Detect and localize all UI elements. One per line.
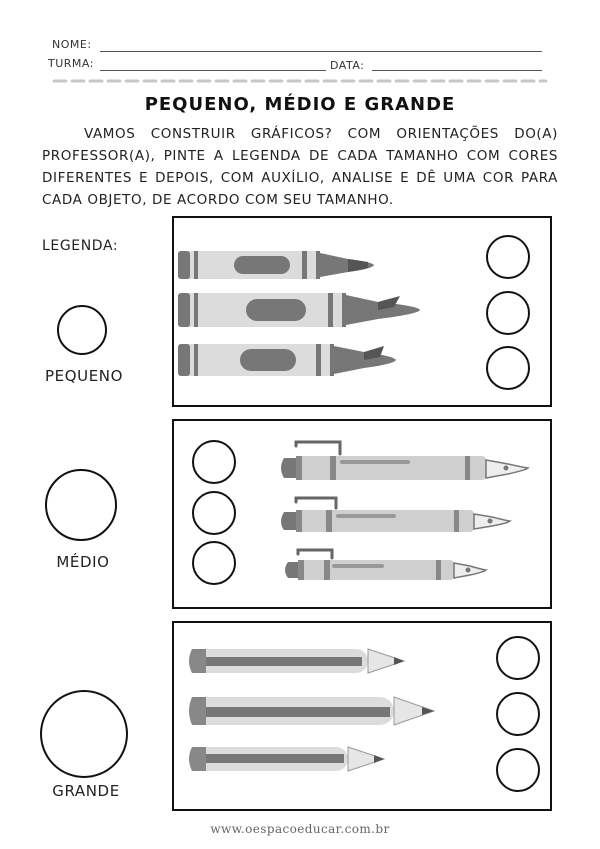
- crayon-icon: [172, 216, 452, 386]
- crayon-large-answer-circle[interactable]: [486, 291, 530, 335]
- name-label: NOME:: [52, 38, 92, 51]
- legend-title: LEGENDA:: [42, 238, 119, 254]
- class-label: TURMA:: [48, 57, 94, 70]
- fountain-pen-icon: [270, 438, 550, 598]
- crayon-medium-answer-circle[interactable]: [486, 346, 530, 390]
- footer-website: www.oespacoeducar.com.br: [210, 822, 390, 836]
- page-title: PEQUENO, MÉDIO E GRANDE: [144, 94, 456, 115]
- crayon-small-answer-circle[interactable]: [486, 235, 530, 279]
- pencil-small-answer-circle[interactable]: [496, 748, 540, 792]
- legend-large-label: GRANDE: [52, 782, 120, 800]
- class-line[interactable]: [100, 70, 326, 71]
- dashed-divider: [0, 76, 600, 86]
- pen-large-answer-circle[interactable]: [192, 440, 236, 484]
- name-line[interactable]: [100, 51, 542, 52]
- pencil-icon: [172, 621, 452, 791]
- legend-medium-circle[interactable]: [45, 469, 117, 541]
- date-line[interactable]: [372, 70, 542, 71]
- legend-medium-label: MÉDIO: [56, 553, 110, 571]
- date-label: DATA:: [330, 59, 365, 72]
- pencil-large-answer-circle[interactable]: [496, 692, 540, 736]
- instructions-text: VAMOS CONSTRUIR GRÁFICOS? COM ORIENTAÇÕES DO(A) PROFESSOR(A), PINTE A LEGENDA DE CADA TAMANHO COM CORES DIFERENTES E DEPOIS, COM AUXÍLIO, ANALISE E DÊ UMA COR PARA CADA OBJETO, DE ACORDO COM SEU TAMANHO.: [42, 126, 558, 208]
- pencil-medium-answer-circle[interactable]: [496, 636, 540, 680]
- legend-large-circle[interactable]: [40, 690, 128, 778]
- legend-small-label: PEQUENO: [44, 367, 123, 385]
- pen-medium-answer-circle[interactable]: [192, 491, 236, 535]
- legend-small-circle[interactable]: [57, 305, 107, 355]
- pen-small-answer-circle[interactable]: [192, 541, 236, 585]
